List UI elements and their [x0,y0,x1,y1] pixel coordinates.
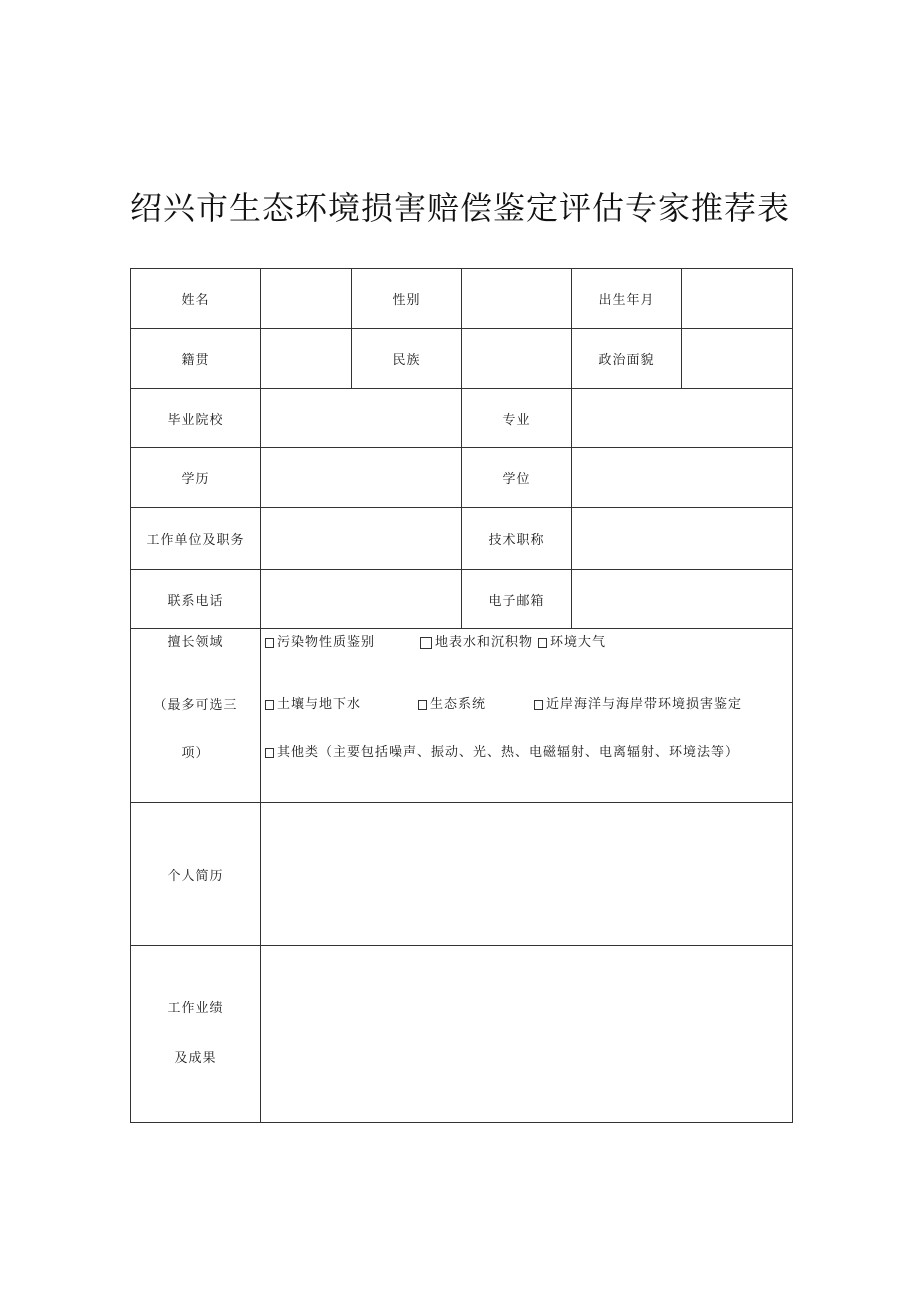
option-coastal-marine-damage[interactable]: 近岸海洋与海岸带环境损害鉴定 [534,695,742,715]
resume-label: 个人简历 [131,803,261,946]
gender-label: 性别 [352,269,462,329]
achievements-field[interactable] [261,946,793,1123]
phone-label: 联系电话 [131,570,261,629]
political-status-label: 政治面貌 [572,329,682,389]
native-place-label: 籍贯 [131,329,261,389]
school-field[interactable] [261,389,462,448]
achievements-label-cell [131,946,261,1123]
degree-label: 学位 [462,448,572,508]
school-label: 毕业院校 [131,389,261,448]
table-row [131,629,793,803]
employer-position-field[interactable] [261,508,462,570]
expertise-note-line2: 项） [181,746,210,761]
table-row [131,448,793,508]
table-row [131,570,793,629]
native-place-field[interactable] [261,329,352,389]
title-rank-label: 技术职称 [462,508,572,570]
gender-field[interactable] [462,269,572,329]
table-row [131,946,793,1123]
option-surface-water-sediment[interactable]: 地表水和沉积物 [420,633,533,653]
phone-field[interactable] [261,570,462,629]
checkbox-icon [538,638,547,648]
name-field[interactable] [261,269,352,329]
birth-field[interactable] [682,269,793,329]
degree-field[interactable] [572,448,793,508]
expertise-options-line3 [261,743,792,763]
table-row [131,803,793,946]
achievements-label-line2: 及成果 [174,1051,217,1066]
ethnicity-label: 民族 [352,329,462,389]
name-label: 姓名 [131,269,261,329]
option-soil-groundwater[interactable]: 土壤与地下水 [265,695,361,715]
email-label: 电子邮箱 [462,570,572,629]
form-title: 绍兴市生态环境损害赔偿鉴定评估专家推荐表 [129,189,790,227]
expertise-note-line1: （最多可选三 [153,698,238,713]
recommendation-form-table [130,268,793,1123]
expertise-options-line2 [261,695,792,715]
option-other[interactable]: 其他类（主要包括噪声、振动、光、热、电磁辐射、电离辐射、环境法等） [265,743,739,763]
expertise-label-cell [131,629,261,803]
checkbox-icon [420,637,432,649]
resume-field[interactable] [261,803,793,946]
option-pollutant-identification[interactable]: 污染物性质鉴别 [265,633,375,653]
checkbox-icon [265,748,274,758]
major-field[interactable] [572,389,793,448]
option-ambient-air[interactable]: 环境大气 [538,633,606,653]
table-row [131,508,793,570]
employer-position-label: 工作单位及职务 [131,508,261,570]
title-rank-field[interactable] [572,508,793,570]
table-row [131,329,793,389]
major-label: 专业 [462,389,572,448]
checkbox-icon [265,700,274,710]
expertise-options-line1 [261,633,792,653]
political-status-field[interactable] [682,329,793,389]
birth-label: 出生年月 [572,269,682,329]
expertise-label: 擅长领域 [167,635,224,650]
email-field[interactable] [572,570,793,629]
achievements-label-line1: 工作业绩 [167,1001,224,1016]
checkbox-icon [534,700,543,710]
education-field[interactable] [261,448,462,508]
table-row [131,269,793,329]
expertise-options-cell [261,629,793,803]
ethnicity-field[interactable] [462,329,572,389]
option-ecosystem[interactable]: 生态系统 [418,695,486,715]
table-row [131,389,793,448]
checkbox-icon [265,638,274,648]
education-label: 学历 [131,448,261,508]
checkbox-icon [418,700,427,710]
